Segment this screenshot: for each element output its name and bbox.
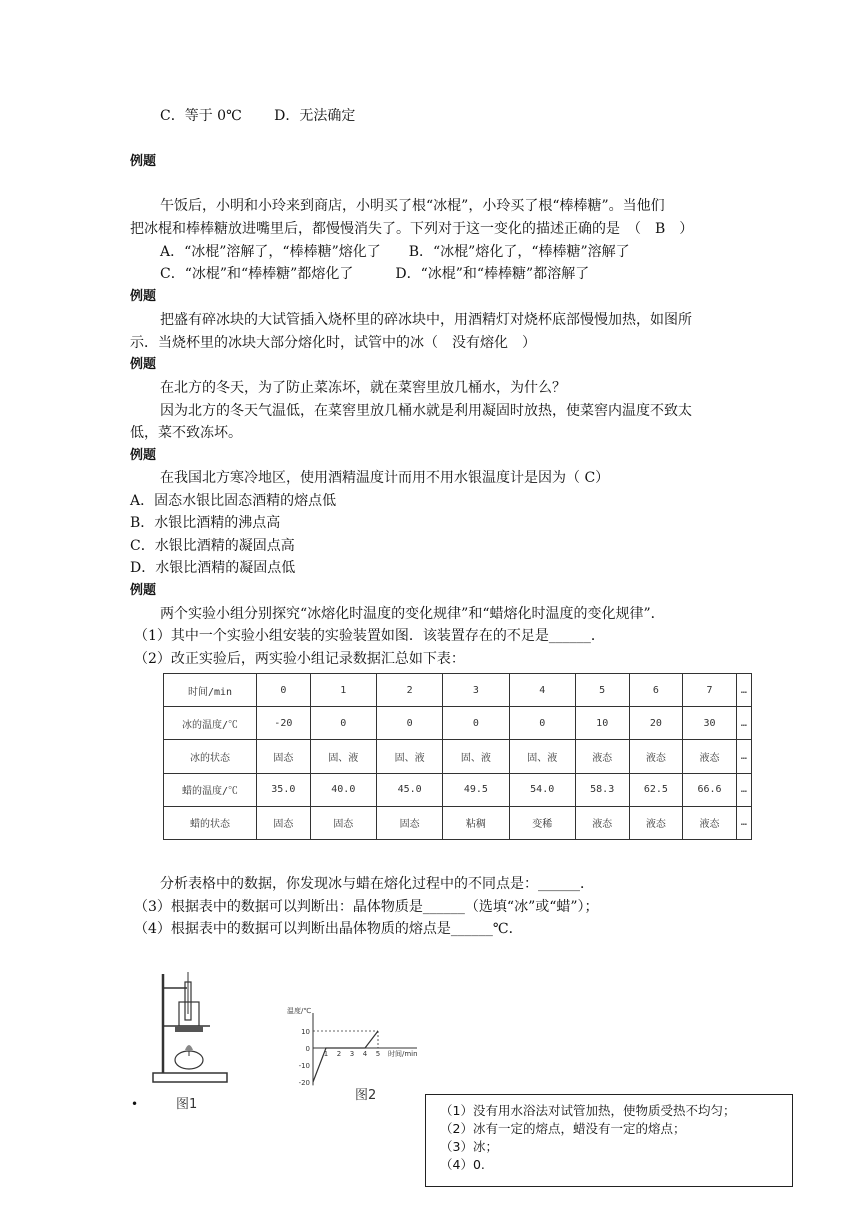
x-tick-label: 5 (375, 1050, 381, 1058)
y-tick-label: 10 (301, 1028, 310, 1036)
table-cell: 1 (310, 674, 376, 707)
table-cell: 0 (376, 707, 442, 740)
table-cell: 3 (443, 674, 509, 707)
table-cell: 粘稠 (443, 806, 509, 839)
ex2-line2: 示．当烧杯里的冰块大部分熔化时，试管中的冰（ 没有熔化 ） (130, 335, 536, 351)
table-cell: 0 (509, 707, 575, 740)
ex5-q2: （2）改正实验后，两实验小组记录数据汇总如下表： (134, 651, 465, 667)
ex4-option-c: C．水银比酒精的凝固点高 (130, 538, 295, 554)
x-tick-label: 2 (336, 1050, 342, 1058)
table-cell: … (736, 707, 751, 740)
table-cell: 液态 (683, 740, 737, 773)
table-cell: 54.0 (509, 773, 575, 806)
table-cell: 液态 (575, 740, 629, 773)
answer-line: （1）没有用水浴法对试管加热，使物质受热不均匀； (440, 1103, 736, 1118)
table-cell: 20 (629, 707, 683, 740)
example-heading: 例题 (130, 583, 157, 598)
table-cell: 5 (575, 674, 629, 707)
ex1-line2: 把冰棍和棒棒糖放进嘴里后，都慢慢消失了。下列对于这一变化的描述正确的是 （ B ） (130, 221, 694, 237)
ex1-options-ab: A．“冰棍”溶解了，“棒棒糖”熔化了 B．“冰棍”熔化了，“棒棒糖”溶解了 (160, 244, 630, 260)
table-cell: 58.3 (575, 773, 629, 806)
table-cell: 7 (683, 674, 737, 707)
example-heading: 例题 (130, 357, 157, 372)
table-cell: 固态 (310, 806, 376, 839)
row-header-cell: 冰的状态 (164, 740, 257, 773)
table-cell: … (736, 806, 751, 839)
answer-line: （3）冰； (440, 1139, 498, 1154)
ex5-q3: （3）根据表中的数据可以判断出：晶体物质是______（选填“冰”或“蜡”）； (134, 899, 599, 915)
table-row (164, 707, 752, 740)
table-cell: 液态 (683, 806, 737, 839)
x-tick-label: 3 (349, 1050, 355, 1058)
x-tick-label: 4 (362, 1050, 368, 1058)
table-row (164, 740, 752, 773)
list-bullet: • (131, 1097, 139, 1111)
table-cell: … (736, 773, 751, 806)
table-cell: 0 (310, 707, 376, 740)
ex5-q1: （1）其中一个实验小组安装的实验装置如图．该装置存在的不足是______． (134, 628, 605, 644)
table-cell: 49.5 (443, 773, 509, 806)
table-cell: 固态 (376, 806, 442, 839)
y-tick-label: 0 (305, 1045, 310, 1053)
table-cell: 固、液 (376, 740, 442, 773)
ex5-analysis: 分析表格中的数据，你发现冰与蜡在熔化过程中的不同点是：______． (160, 876, 594, 892)
table-cell: 固态 (257, 806, 311, 839)
row-header-cell: 冰的温度/℃ (164, 707, 257, 740)
table-cell: 6 (629, 674, 683, 707)
ex4-option-d: D．水银比酒精的凝固点低 (130, 560, 296, 576)
table-row (164, 806, 752, 839)
table-cell: 0 (443, 707, 509, 740)
ex3-question: 在北方的冬天，为了防止菜冻坏，就在菜窖里放几桶水，为什么？ (160, 380, 566, 396)
figure1-caption: 图1 (176, 1097, 198, 1112)
y-tick-label: -10 (298, 1062, 310, 1070)
table-cell: 2 (376, 674, 442, 707)
ex4-question: 在我国北方寒冷地区，使用酒精温度计而用不用水银温度计是因为（ C） (160, 470, 610, 486)
table-cell: 固、液 (443, 740, 509, 773)
table-cell: 变稀 (509, 806, 575, 839)
table-cell: 62.5 (629, 773, 683, 806)
ex5-q4: （4）根据表中的数据可以判断出晶体物质的熔点是______℃． (134, 921, 523, 937)
table-cell: -20 (257, 707, 311, 740)
top-options: C．等于 0℃ D．无法确定 (160, 108, 356, 124)
x-axis-label: 时间/min (388, 1050, 418, 1058)
x-tick-label: 1 (323, 1050, 329, 1058)
data-table (163, 673, 752, 840)
table-cell: 固、液 (509, 740, 575, 773)
ex2-line1: 把盛有碎冰块的大试管插入烧杯里的碎冰块中，用酒精灯对烧杯底部慢慢加热，如图所 (160, 312, 692, 328)
table-cell: 固态 (257, 740, 311, 773)
table-row (164, 674, 752, 707)
table-cell: 30 (683, 707, 737, 740)
table-cell: … (736, 740, 751, 773)
apparatus-figure (135, 968, 235, 1088)
answer-line: （4）0. (440, 1157, 485, 1172)
answer-box (425, 1094, 793, 1187)
table-cell: 液态 (629, 740, 683, 773)
row-header-cell: 时间/min (164, 674, 257, 707)
ex4-option-a: A．固态水银比固态酒精的熔点低 (130, 493, 337, 509)
table-cell: 0 (257, 674, 311, 707)
y-tick-label: -20 (298, 1079, 310, 1087)
y-axis-label: 温度/℃ (287, 1007, 312, 1015)
table-cell: 45.0 (376, 773, 442, 806)
figure2-caption: 图2 (355, 1088, 377, 1103)
temperature-graph (283, 1005, 483, 1095)
row-header-cell: 蜡的温度/℃ (164, 773, 257, 806)
ex5-intro: 两个实验小组分别探究“冰熔化时温度的变化规律”和“蜡熔化时温度的变化规律”． (160, 606, 665, 622)
row-header-cell: 蜡的状态 (164, 806, 257, 839)
ex1-line1: 午饭后，小明和小玲来到商店，小明买了根“冰棍”，小玲买了根“棒棒糖”。当他们 (160, 198, 665, 214)
table-cell: 66.6 (683, 773, 737, 806)
answer-line: （2）冰有一定的熔点，蜡没有一定的熔点； (440, 1121, 686, 1136)
table-cell: 液态 (575, 806, 629, 839)
graph-curve (313, 1031, 381, 1082)
ex3-answer-line2: 低，菜不致冻坏。 (130, 425, 242, 441)
example-heading: 例题 (130, 154, 157, 169)
table-cell: 4 (509, 674, 575, 707)
table-cell: 固、液 (310, 740, 376, 773)
example-heading: 例题 (130, 289, 157, 304)
table-cell: 40.0 (310, 773, 376, 806)
ex1-options-cd: C．“冰棍”和“棒棒糖”都熔化了 D．“冰棍”和“棒棒糖”都溶解了 (160, 266, 590, 282)
table-cell: 液态 (629, 806, 683, 839)
example-heading: 例题 (130, 448, 157, 463)
table-cell: … (736, 674, 751, 707)
table-row (164, 773, 752, 806)
ex3-answer-line1: 因为北方的冬天气温低，在菜窖里放几桶水就是利用凝固时放热，使菜窖内温度不致太 (160, 403, 692, 419)
table-cell: 10 (575, 707, 629, 740)
table-cell: 35.0 (257, 773, 311, 806)
ex4-option-b: B．水银比酒精的沸点高 (130, 515, 281, 531)
